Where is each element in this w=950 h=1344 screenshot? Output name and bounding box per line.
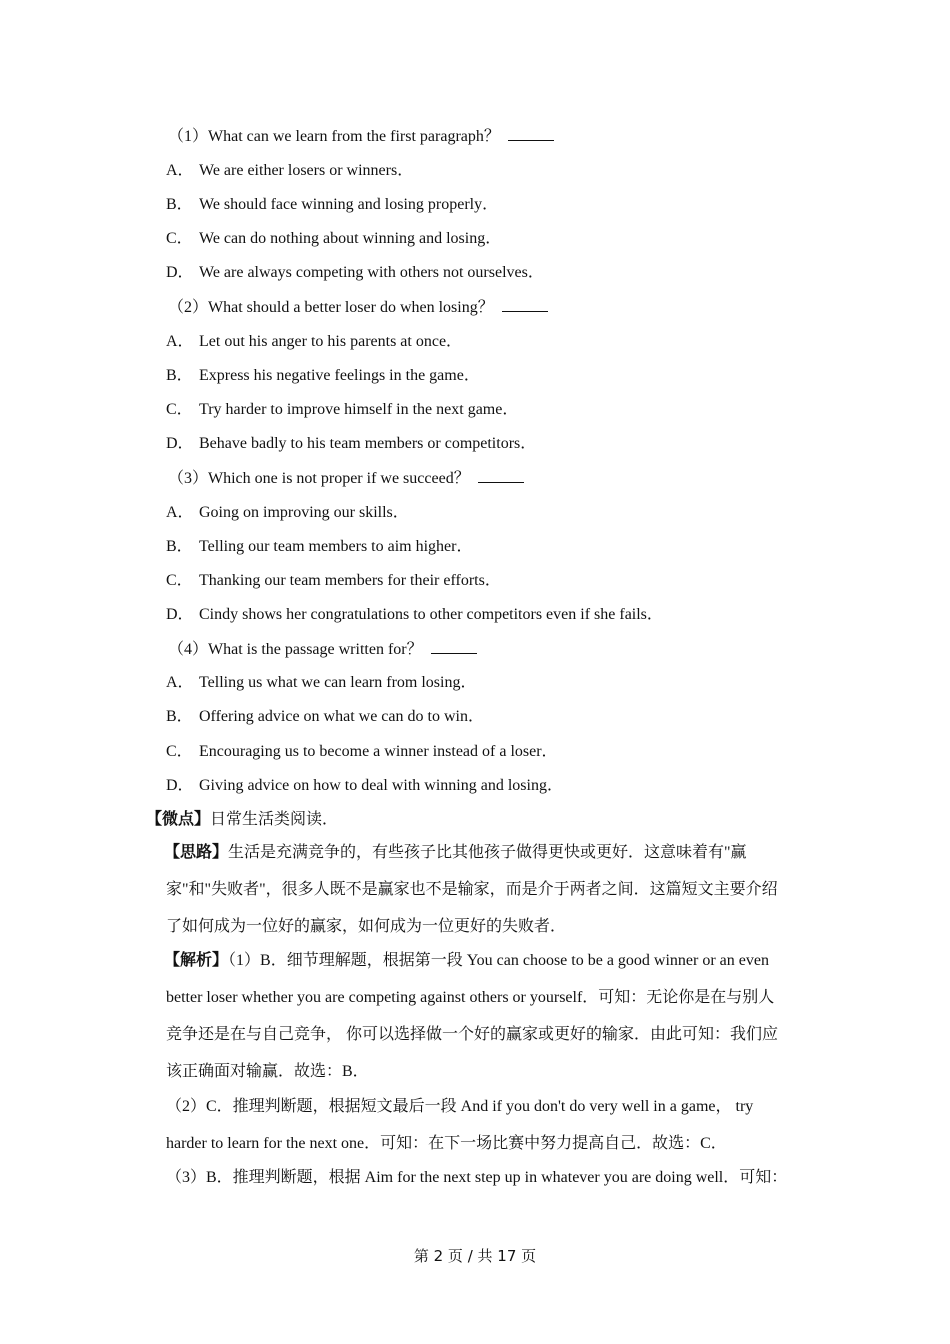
jiexi-line-5: （2）C．推理判断题，根据短文最后一段 And if you don't do very well in a game， try	[166, 1098, 754, 1115]
question-stem-text: （2）What should a better loser do when losing？	[168, 299, 494, 316]
weidian-line	[146, 810, 338, 830]
option-3b	[166, 537, 472, 557]
option-label: B．	[166, 538, 193, 555]
option-text: Thanking our team members for their efforts．	[199, 572, 501, 589]
option-3d	[166, 605, 663, 625]
option-label: D．	[166, 606, 194, 623]
answer-blank	[431, 639, 477, 654]
question-3-stem	[168, 468, 524, 489]
option-label: D．	[166, 264, 194, 281]
option-3c	[166, 571, 501, 591]
option-label: C．	[166, 743, 193, 760]
option-1a	[166, 161, 413, 181]
option-text: Express his negative feelings in the game．	[199, 367, 480, 384]
option-2c	[166, 400, 518, 420]
option-label: A．	[166, 674, 194, 691]
answer-blank	[502, 297, 548, 312]
option-2a	[166, 332, 462, 352]
option-label: A．	[166, 333, 194, 350]
option-4d	[166, 776, 563, 796]
option-3a	[166, 503, 409, 523]
option-text: Offering advice on what we can do to win．	[199, 708, 484, 725]
option-label: C．	[166, 401, 193, 418]
option-label: A．	[166, 504, 194, 521]
question-stem-text: （3）Which one is not proper if we succeed？	[168, 470, 470, 487]
option-4c	[166, 742, 558, 762]
option-4a	[166, 673, 476, 693]
option-4b	[166, 707, 484, 727]
silu-text: 生活是充满竞争的，有些孩子比其他孩子做得更快或更好．这意味着有"赢	[228, 844, 747, 861]
option-text: We can do nothing about winning and losing．	[199, 230, 502, 247]
option-label: D．	[166, 777, 194, 794]
question-stem-text: （1）What can we learn from the first paragraph？	[168, 128, 500, 145]
option-1d	[166, 263, 544, 283]
option-text: Try harder to improve himself in the next game．	[199, 401, 519, 418]
question-1-stem	[168, 126, 554, 147]
option-text: Giving advice on how to deal with winning and losing．	[199, 777, 563, 794]
option-text: Behave badly to his team members or competitors．	[199, 435, 537, 452]
option-label: B．	[166, 367, 193, 384]
jiexi-line-6: harder to learn for the next one．可知：在下一场比赛中努力提高自己．故选：C．	[166, 1135, 727, 1152]
option-text: Telling us what we can learn from losing．	[199, 674, 477, 691]
silu-tag: 【思路】	[164, 844, 229, 861]
option-label: C．	[166, 230, 193, 247]
jiexi-line-1	[164, 951, 769, 971]
option-text: We are always competing with others not ourselves．	[199, 264, 544, 281]
jiexi-tag: 【解析】	[164, 952, 229, 969]
option-1b	[166, 195, 498, 215]
option-text: Telling our team members to aim higher．	[199, 538, 473, 555]
option-label: D．	[166, 435, 194, 452]
page-number: 第 2 页 / 共 17 页	[413, 1247, 537, 1265]
silu-line-1	[164, 843, 747, 863]
option-label: B．	[166, 708, 193, 725]
option-text: Going on improving our skills．	[199, 504, 409, 521]
weidian-text: 日常生活类阅读．	[210, 811, 339, 828]
option-1c	[166, 229, 501, 249]
option-2d	[166, 434, 536, 454]
option-label: B．	[166, 196, 193, 213]
option-2b	[166, 366, 480, 386]
answer-blank	[508, 126, 554, 141]
answer-blank	[478, 468, 524, 483]
option-text: Cindy shows her congratulations to other competitors even if she fails．	[199, 606, 663, 623]
option-text: We are either losers or winners．	[199, 162, 414, 179]
option-label: C．	[166, 572, 193, 589]
question-stem-text: （4）What is the passage written for？	[168, 641, 423, 658]
option-label: A．	[166, 162, 194, 179]
silu-line-2: 家"和"失败者"，很多人既不是赢家也不是输家，而是介于两者之间．这篇短文主要介绍	[166, 881, 778, 898]
option-text: Let out his anger to his parents at once．	[199, 333, 463, 350]
jiexi-line-2: better loser whether you are competing against others or yourself．可知：无论你是在与别人	[166, 989, 775, 1006]
jiexi-line-7: （3）B．推理判断题，根据 Aim for the next step up in whatever you are doing well．可知：	[166, 1169, 788, 1186]
option-text: We should face winning and losing properly．	[199, 196, 499, 213]
jiexi-line-3: 竞争还是在与自己竞争， 你可以选择做一个好的赢家或更好的输家．由此可知：我们应	[166, 1026, 779, 1043]
question-2-stem	[168, 297, 548, 318]
jiexi-text: （1）B．细节理解题，根据第一段 You can choose to be a good winner or an even	[228, 952, 769, 969]
silu-line-3: 了如何成为一位好的赢家，如何成为一位更好的失败者．	[166, 918, 567, 935]
question-4-stem	[168, 639, 477, 660]
option-text: Encouraging us to become a winner instead of a loser．	[199, 743, 558, 760]
jiexi-line-4: 该正确面对输赢．故选：B．	[166, 1063, 369, 1080]
weidian-tag: 【微点】	[146, 811, 211, 828]
